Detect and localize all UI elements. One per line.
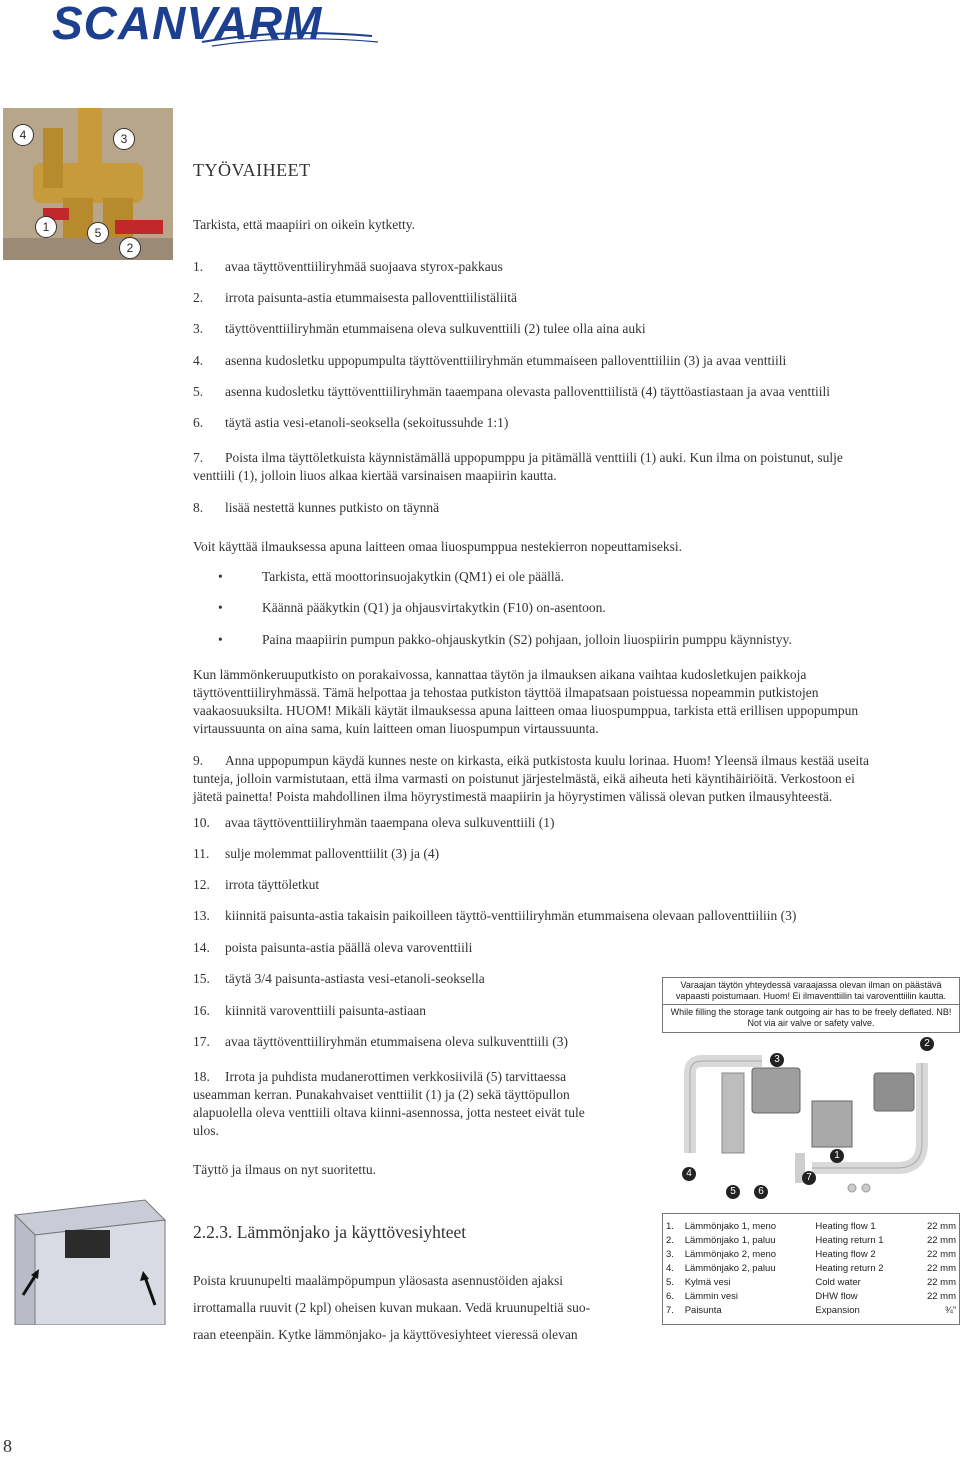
table-row — [663, 1247, 959, 1261]
section-line: Poista kruunupelti maalämpöpumpun yläosasta asennustöiden ajaksi — [193, 1273, 564, 1288]
step-text: täyttöventtiiliryhmän etummaisena oleva sulkuventtiili (2) tulee olla aina auki — [225, 321, 646, 336]
row-number: 7. — [666, 1304, 674, 1316]
table-row — [663, 1289, 959, 1303]
step-text: kiinnitä paisunta-astia takaisin paikoilleen täyttö-venttiiliryhmän etummaisena olevaan palloventtiiliin (3) — [225, 908, 797, 923]
paragraph-line: virtaussuunta on aina sama, kuin laitteen oman liuospumpun virtaussuunta. — [193, 721, 599, 736]
step-item — [193, 814, 953, 832]
step-number: 12. — [193, 877, 210, 892]
table-row — [663, 1275, 959, 1289]
step-text-line: venttiili (1), jolloin liuos alkaa kiertää varsinaisen maapiirin kautta. — [193, 468, 557, 483]
heat-pump-illustration — [5, 1195, 173, 1325]
diagram-label-7: 7 — [802, 1171, 816, 1185]
paragraph-line: täyttöventtiiliryhmässä. Tämä helpottaa ja tehostaa putkiston täyttöä ilmapatsaan poistuessa nopeammin putkistojen — [193, 685, 819, 700]
row-fi: Paisunta — [684, 1304, 722, 1316]
page-number: 8 — [3, 1436, 12, 1456]
step-item — [193, 352, 953, 370]
completion-text: Täyttö ja ilmaus on nyt suoritettu. — [193, 1162, 376, 1177]
paragraph-line: Kun lämmönkeruuputkisto on porakaivossa, kannattaa täytön ja ilmauksen aikana vaihtaa kudosletkujen paikkoja — [193, 667, 807, 682]
step-number: 4. — [193, 353, 204, 368]
connection-spec-table — [662, 1213, 960, 1325]
row-size: 22 mm — [926, 1234, 956, 1246]
row-size: 22 mm — [926, 1220, 956, 1232]
scanvarm-logo — [52, 0, 382, 48]
row-en: Cold water — [815, 1276, 861, 1288]
step-item — [193, 258, 953, 276]
step-text: lisää nestettä kunnes putkisto on täynnä — [225, 500, 440, 515]
diagram-label-1: 1 — [830, 1149, 844, 1163]
photo-label-5: 5 — [87, 222, 109, 244]
row-size: 22 mm — [926, 1290, 956, 1302]
row-fi: Kylmä vesi — [684, 1276, 731, 1288]
row-number: 6. — [666, 1290, 674, 1302]
step-text: avaa täyttöventtiiliryhmää suojaava styrox-pakkaus — [225, 259, 503, 274]
logo-text: SCANVARM — [52, 0, 323, 49]
row-fi: Lämmin vesi — [684, 1290, 739, 1302]
step-item — [193, 970, 653, 988]
bullet-item — [218, 632, 792, 648]
photo-label-4: 4 — [12, 124, 34, 146]
table-row — [663, 1233, 959, 1247]
row-size: 22 mm — [926, 1248, 956, 1260]
step-text-line: ulos. — [193, 1123, 219, 1138]
paragraph-line: vaakaosuuksilta. HUOM! Mikäli käytät ilmauksessa apuna laitteen omaa liuospumppua, tarkista että erillisen uppopumpun — [193, 703, 859, 718]
section-heading: TYÖVAIHEET — [193, 160, 311, 180]
row-fi: Lämmönjako 2, paluu — [684, 1262, 776, 1274]
step-item — [193, 499, 953, 517]
step-item — [193, 907, 953, 925]
step-9 — [193, 752, 958, 806]
step-item — [193, 414, 953, 432]
notice-english: While filling the storage tank outgoing air has to be freely deflated. NB! Not via air valve or safety valve. — [670, 1007, 952, 1028]
pump-note: Voit käyttää ilmauksessa apuna laitteen omaa liuospumppua nestekierron nopeuttamiseksi. — [193, 539, 683, 554]
step-18 — [193, 1068, 653, 1140]
step-text: kiinnitä varoventtiili paisunta-astiaan — [225, 1003, 426, 1018]
photo-label-2: 2 — [119, 237, 141, 259]
step-text: sulje molemmat palloventtiilit (3) ja (4) — [225, 846, 440, 861]
photo-label-1: 1 — [35, 216, 57, 238]
step-item — [193, 845, 953, 863]
step-text: avaa täyttöventtiiliryhmän taaempana oleva sulkuventtiili (1) — [225, 815, 555, 830]
row-number: 5. — [666, 1276, 674, 1288]
step-number: 9. — [193, 753, 204, 768]
step-text: irrota paisunta-astia etummaisesta palloventtiilistäliitä — [225, 290, 518, 305]
step-number: 5. — [193, 384, 204, 399]
step-number: 6. — [193, 415, 204, 430]
section-line: irrottamalla ruuvit (2 kpl) oheisen kuvan mukaan. Vedä kruunupeltiä suo- — [193, 1300, 591, 1315]
tank-filling-notice — [662, 977, 960, 1033]
step-text-line: Irrota ja puhdista mudanerottimen verkkosiivilä (5) tarvittaessa — [225, 1069, 567, 1084]
row-size: 22 mm — [926, 1262, 956, 1274]
diagram-label-3: 3 — [770, 1053, 784, 1067]
borehole-paragraph — [193, 666, 953, 738]
connection-diagram — [662, 1033, 958, 1208]
row-fi: Lämmönjako 1, paluu — [684, 1234, 776, 1246]
section-title-223: 2.2.3. Lämmönjako ja käyttövesiyhteet — [193, 1222, 467, 1242]
row-number: 4. — [666, 1262, 674, 1274]
row-en: Heating flow 2 — [815, 1248, 876, 1260]
step-item — [193, 1002, 653, 1020]
step-text: asenna kudosletku täyttöventtiiliryhmän taaempana olevasta palloventtiilistä (4) täyttöastiastaan ja avaa venttiili — [225, 384, 831, 399]
step-item — [193, 939, 953, 957]
step-text-line: alapuolella oleva venttiili oltava kiinni-asennossa, jotta nesteet eivät tule — [193, 1105, 585, 1120]
step-text-line: Poista ilma täyttöletkuista käynnistämällä uppopumppu ja pitämällä venttiili (1) auki. Kun ilma on poistunut, sulje — [225, 450, 843, 465]
row-size: ¾” — [944, 1304, 956, 1316]
step-item — [193, 876, 953, 894]
step-number: 8. — [193, 500, 204, 515]
step-number: 17. — [193, 1034, 210, 1049]
step-text: avaa täyttöventtiiliryhmän etummaisena oleva sulkuventtiili (3) — [225, 1034, 569, 1049]
row-en: Heating flow 1 — [815, 1220, 876, 1232]
section-line: raan eteenpäin. Kytke lämmönjako- ja käyttövesiyhteet vieressä olevan — [193, 1327, 578, 1342]
step-item — [193, 383, 953, 401]
step-number: 15. — [193, 971, 210, 986]
step-text: asenna kudosletku uppopumpulta täyttöventtiiliryhmän etummaiseen palloventtiiliin (3) ja avaa venttiili — [225, 353, 787, 368]
step-item — [193, 289, 953, 307]
row-en: DHW flow — [815, 1290, 858, 1302]
diagram-label-6: 6 — [754, 1185, 768, 1199]
step-item — [193, 320, 953, 338]
step-text-line: useamman kerran. Punakahvaiset venttiilit (1) ja (2) sekä täyttöpullon — [193, 1087, 570, 1102]
step-text-line: jätetä painetta! Poista mahdollinen ilma höyrystimestä maapiirin ja höyrystimen välissä olevan putken ilmausyhteestä. — [193, 789, 833, 804]
valve-group-photo — [3, 108, 173, 260]
row-fi: Lämmönjako 2, meno — [684, 1248, 777, 1260]
row-size: 22 mm — [926, 1276, 956, 1288]
diagram-label-2: 2 — [920, 1037, 934, 1051]
step-item — [193, 1033, 653, 1051]
step-text: poista paisunta-astia päällä oleva varoventtiili — [225, 940, 473, 955]
step-text-line: tunteja, jolloin varmistutaan, että ilma varmasti on poistunut järjestelmästä, eikä aiheuta heti käyntihäiriöitä. Verkostoon ei — [193, 771, 855, 786]
notice-finnish: Varaajan täytön yhteydessä varaajassa olevan ilman on päästävä vapaasti poistumaan. Huom! Ei ilmaventtiilin tai varoventtiilin kautta. — [663, 978, 959, 1005]
step-number: 11. — [193, 846, 210, 861]
bullet-text: Tarkista, että moottorinsuojakytkin (QM1) ei ole päällä. — [262, 569, 564, 584]
row-number: 3. — [666, 1248, 674, 1260]
row-number: 2. — [666, 1234, 674, 1246]
step-text-line: Anna uppopumpun käydä kunnes neste on kirkasta, eikä putkistosta kuulu lorinaa. Huom! Yleensä ilmaus kestää useita — [225, 753, 869, 768]
photo-label-3: 3 — [113, 128, 135, 150]
bullet-item — [218, 600, 606, 616]
step-text: täytä astia vesi-etanoli-seoksella (sekoitussuhde 1:1) — [225, 415, 509, 430]
step-number: 3. — [193, 321, 204, 336]
row-fi: Lämmönjako 1, meno — [684, 1220, 777, 1232]
step-7 — [193, 449, 953, 485]
bullet-text: Käännä pääkytkin (Q1) ja ohjausvirtakytkin (F10) on-asentoon. — [262, 600, 606, 615]
diagram-label-5: 5 — [726, 1185, 740, 1199]
logo-swoosh-icon — [52, 0, 382, 48]
intro-text: Tarkista, että maapiiri on oikein kytketty. — [193, 217, 415, 232]
table-row — [663, 1261, 959, 1275]
step-number: 1. — [193, 259, 204, 274]
step-number: 13. — [193, 908, 210, 923]
row-en: Heating return 1 — [815, 1234, 884, 1246]
step-number: 7. — [193, 450, 204, 465]
bullet-text: Paina maapiirin pumpun pakko-ohjauskytkin (S2) pohjaan, jolloin liuospiirin pumppu käynnistyy. — [262, 632, 792, 647]
step-number: 2. — [193, 290, 204, 305]
step-number: 18. — [193, 1069, 210, 1084]
step-text: irrota täyttöletkut — [225, 877, 320, 892]
section-223-text — [193, 1267, 645, 1348]
bullet-item — [218, 569, 564, 585]
step-number: 16. — [193, 1003, 210, 1018]
row-en: Heating return 2 — [815, 1262, 884, 1274]
table-row — [663, 1219, 959, 1233]
table-row — [663, 1303, 959, 1317]
step-number: 10. — [193, 815, 210, 830]
diagram-label-4: 4 — [682, 1167, 696, 1181]
step-number: 14. — [193, 940, 210, 955]
heat-pump-cabinet-icon — [5, 1195, 173, 1325]
row-number: 1. — [666, 1220, 674, 1232]
step-text: täytä 3/4 paisunta-astiasta vesi-etanoli-seoksella — [225, 971, 485, 986]
row-en: Expansion — [815, 1304, 860, 1316]
